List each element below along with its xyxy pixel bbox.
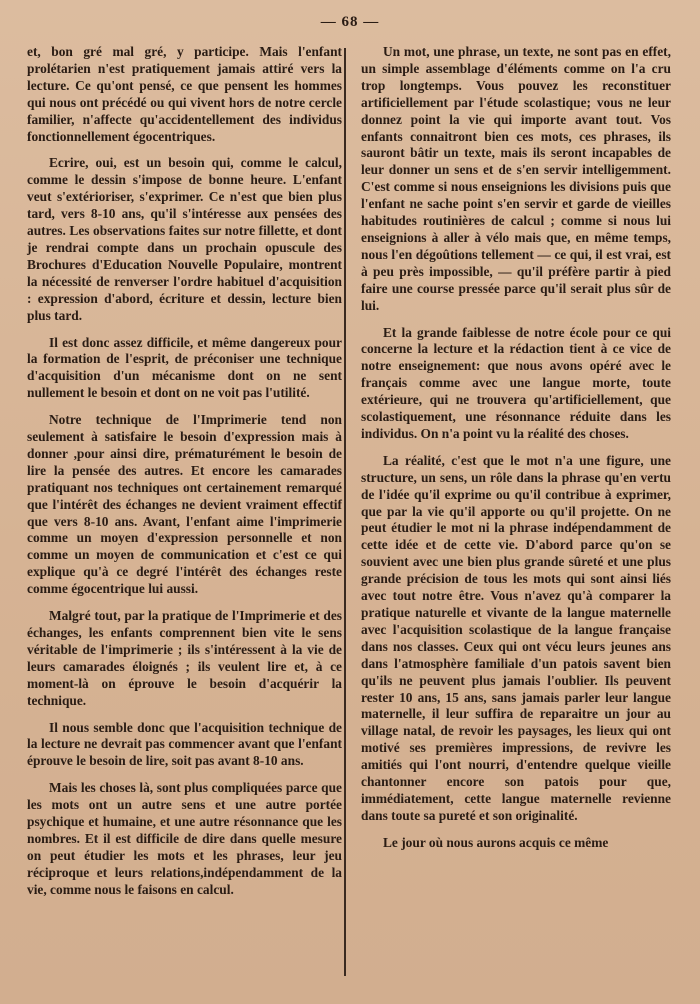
paragraph: Il nous semble donc que l'acquisition technique de la lecture ne devrait pas commencer avant que l'enfant éprouve le besoin de lire, soit pas avant 8-10 ans. [27, 719, 342, 769]
page-number: — 68 — [320, 14, 380, 30]
paragraph: Ecrire, oui, est un besoin qui, comme le calcul, comme le dessin s'impose de bonne heure. L'enfant veut s'extérioriser, s'exprimer. Ce n'est que bien plus tard, vers 8-10 ans, qu'il s'intéresse aux pensées des autres. Les observations faites sur notre fillette, et dont je rendrai compte dans un prochain opuscule des Brochures d'Education Nouvelle Populaire, montrent la nécessité de renverser l'ordre habituel d'acquisition : expression d'abord, écriture et dessin, lecture bien plus tard. [27, 155, 342, 323]
paragraph: Malgré tout, par la pratique de l'Imprimerie et des échanges, les enfants comprennent bien vite le sens véritable de l'imprimerie ; ils s'intéressent à la vie de leurs camarades éloignés ; ils veulent lire et, à ce moment-là on éprouve le besoin d'acquérir la technique. [27, 608, 342, 708]
paragraph: Un mot, une phrase, un texte, ne sont pas en effet, un simple assemblage d'éléments comme on l'a cru trop longtemps. Vous pouvez les reconstituer artificiellement par l'étude scolastique; vous ne leur donnez point la vie qui importe avant tout. Vos enfants connaitront bien ces mots, ces phrases, ils sauront bâtir un texte, mais ils seront incapables de leur donner un sens et de s'en servir intelligemment. C'est comme si nous enseignions les divisions puis que l'enfant ne sache point s'en servir et garde de vieilles habitudes routinières de calcul ; comme si nous lui enseignions à aller à vélo mais que, en même temps, nous l'en dégoûtions tellement — ce qui, il est vrai, est à peu près impossible, — qu'il préfère partir à pied faire une course pressée parce qu'il serait plus sûr de lui. [361, 44, 671, 313]
right-column [361, 44, 671, 862]
paragraph: Le jour où nous aurons acquis ce même [383, 834, 609, 850]
column-divider [344, 48, 346, 976]
paragraph: Mais les choses là, sont plus compliquées parce que les mots ont un autre sens et une autre portée psychique et humaine, et une autre résonnance que les nombres. Et il est difficile de dire dans quelle mesure on peut étudier les mots et les phrases, leur jeu réciproque et leurs relations,indépendamment de la vie, comme nous le faisons en calcul. [27, 780, 342, 897]
paragraph: Il est donc assez difficile, et même dangereux pour la formation de l'esprit, de préconiser une technique d'acquisition d'un mécanisme dont on ne sent nullement le besoin et dont on ne voit pas l'utilité. [27, 334, 342, 401]
paragraph: Notre technique de l'Imprimerie tend non seulement à satisfaire le besoin d'expression mais à donner ,pour ainsi dire, prématurément le besoin de lire la pensée des autres. Et encore les camarades pratiquant nos techniques ont certainement remarqué que l'intérêt des échanges ne devient vraiment effectif que vers 8-10 ans. Avant, l'enfant aime l'imprimerie comme un moyen d'expression personnelle et non comme un moyen de communication et c'est ce qui explique qu'à ce degré l'intérêt des échanges reste comme égocentrique lui aussi. [27, 412, 342, 597]
paragraph: Et la grande faiblesse de notre école pour ce qui concerne la lecture et la rédaction tient à ce vice de notre enseignement: que nous avons opéré avec le français comme avec une langue morte, toute extérieure, qui ne trouvera qu'artificiellement, que scolastiquement, une résonnance réduite dans les individus. On n'a point vu la réalité des choses. [361, 324, 671, 441]
paragraph: La réalité, c'est que le mot n'a une figure, une structure, un sens, un rôle dans la phrase qu'en vertu de l'idée qu'il exprime ou qu'il contribue à exprimer, que par la vie qu'il apporte ou qu'il projette. On ne peut étudier le mot ni la phrase indépendamment de cette idée et de cette vie. D'abord parce qu'on se souvient avec une bien plus grande sûreté et une plus grande précision de tous les mots qui sont ainsi liés avec tout notre être. Vous n'avez qu'à comparer la pratique naturelle et vivante de la langue maternelle avec l'acquisition scolastique de la langue française dans nos classes. Ceux qui ont vécu leurs jeunes ans dans l'atmosphère familiale d'un patois savent bien qu'ils ne peuvent plus jamais l'oublier. Ils peuvent rester 10 ans, 15 ans, sans jamais parler leur langue maternelle, il leur suffira de reparaitre un jour au village natal, de revoir les paysages, les lieux qui ont motivé ses premières impressions, de revivre les amitiés qui l'ont nourri, d'entendre quelque vieille chantonner encore son patois pour que, immédiatement, cette langue maternelle revienne dans toute sa pureté et son originalité. [361, 452, 671, 823]
left-column [27, 44, 342, 909]
paragraph: et, bon gré mal gré, y participe. Mais l'enfant prolétarien n'est pratiquement jamais attiré vers la lecture. Ce qu'ont pensé, ce que pensent les hommes qui nous ont précédé ou qui vivent hors de notre cercle familier, n'affecte qu'accidentellement des individus fonctionnellement égocentriques. [27, 44, 342, 144]
